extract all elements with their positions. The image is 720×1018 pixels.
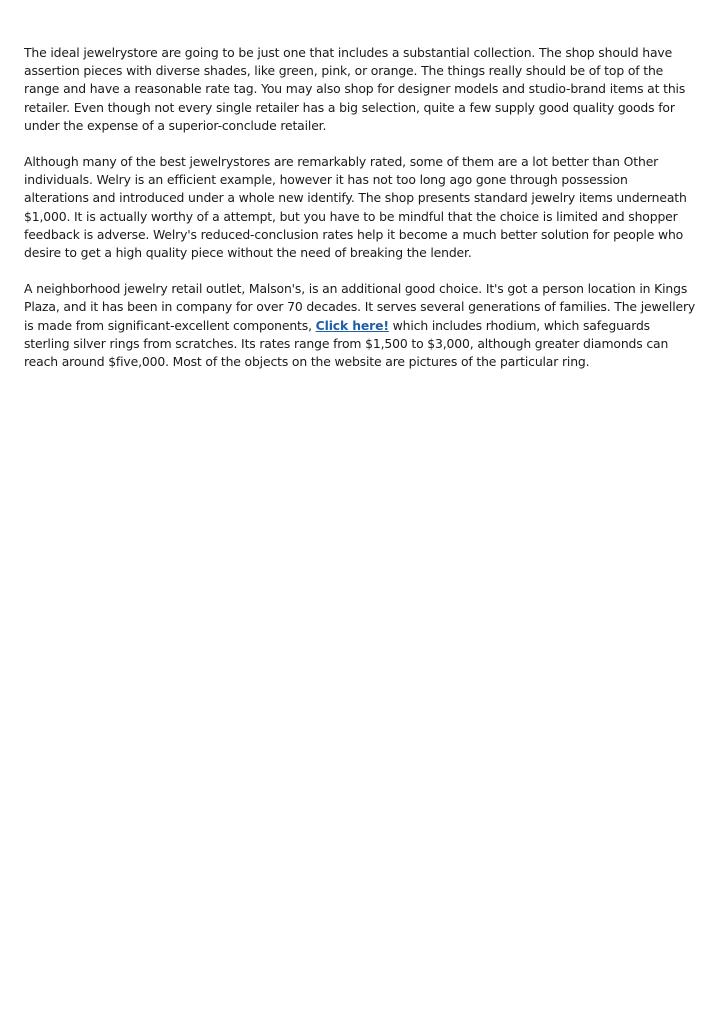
click-here-link[interactable]: Click here! [315, 317, 389, 333]
paragraph-3-text-after: which includes rhodium, which safeguards sterling silver rings from scratches. Its rates range from $1,500 to $3,000, although greater diamonds can reach around $five,000. Most of the objects on the website are pictures of the particular ring. [24, 317, 669, 370]
paragraph-3 [24, 280, 696, 371]
paragraph-1: The ideal jewelrystore are going to be just one that includes a substantial collection. The shop should have assertion pieces with diverse shades, like green, pink, or orange. The things really should be of top of the range and have a reasonable rate tag. You may also shop for designer models and studio-brand items at this retailer. Even though not every single retailer has a big selection, quite a few supply good quality goods for under the expense of a superior-conclude retailer. [24, 45, 686, 133]
paragraph-2: Although many of the best jewelrystores are remarkably rated, some of them are a lot better than Other individuals. Welry is an efficient example, however it has not too long ago gone through possession alterations and introduced under a whole new identify. The shop presents standard jewelry items underneath $1,000. It is actually worthy of a attempt, but you have to be mindful that the choice is limited and shopper feedback is adverse. Welry's reduced-conclusion rates help it become a much better solution for people who desire to get a high quality piece without the need of breaking the lender. [24, 154, 687, 261]
document-page [24, 44, 696, 389]
paragraph-3-text-before: A neighborhood jewelry retail outlet, Malson's, is an additional good choice. It's got a person location in Kings Plaza, and it has been in company for over 70 decades. It serves several generations of families. The jewellery is made from significant-excellent components, [24, 281, 696, 333]
